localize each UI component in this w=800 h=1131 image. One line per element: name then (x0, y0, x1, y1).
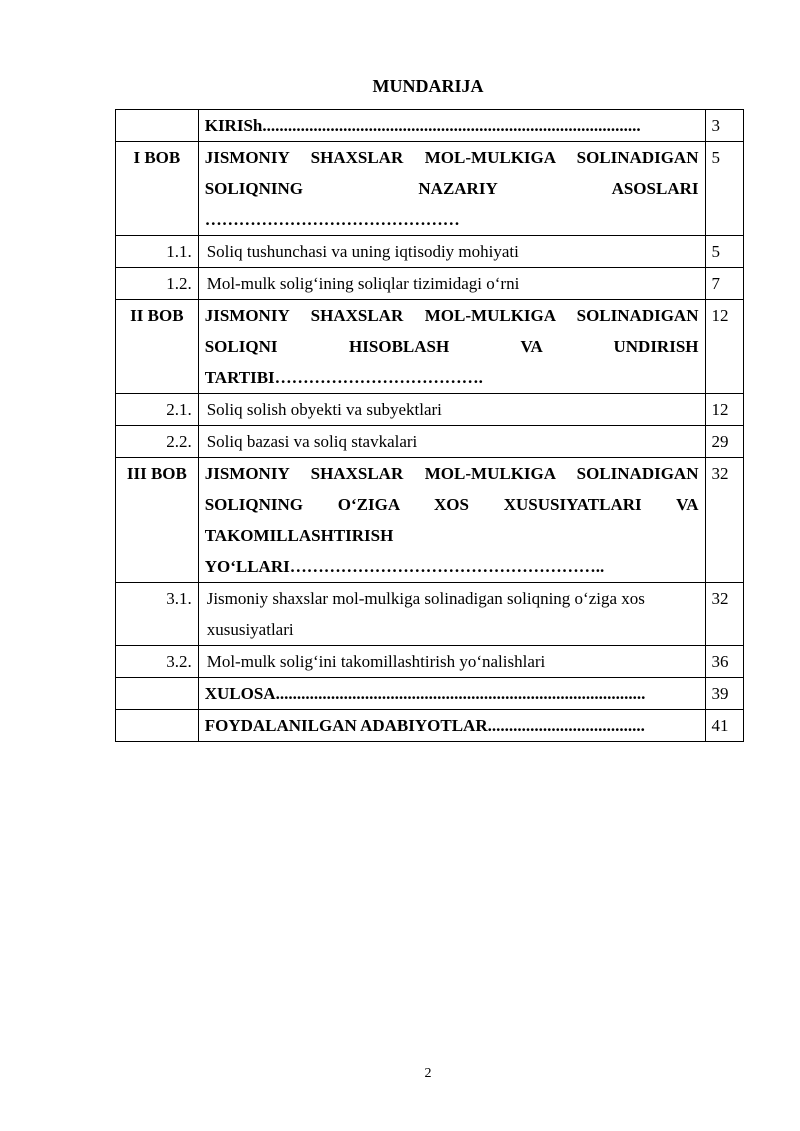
toc-number: III BOB (116, 458, 199, 583)
toc-page-number: 7 (705, 268, 744, 300)
toc-number: 2.2. (116, 426, 199, 458)
toc-row (116, 300, 744, 394)
toc-page-number: 36 (705, 646, 744, 678)
toc-number (116, 710, 199, 742)
toc-entry-text (198, 110, 705, 142)
toc-entry-text: Jismoniy shaxslar mol-mulkiga solinadigan soliqning o‘ziga xos xususiyatlari (198, 583, 705, 646)
toc-entry-text: Soliq tushunchasi va uning iqtisodiy mohiyati (198, 236, 705, 268)
toc-row (116, 583, 744, 646)
toc-row (116, 678, 744, 710)
toc-entry-label: XULOSA....................................................................................... (204, 684, 646, 703)
toc-entry-text: JISMONIY SHAXSLAR MOL-MULKIGA SOLINADIGAN SOLIQNI HISOBLASH VA UNDIRISH TARTIBI………………………………. (198, 300, 705, 394)
toc-number (116, 110, 199, 142)
toc-entry-text: Mol-mulk solig‘ining soliqlar tizimidagi o‘rni (198, 268, 705, 300)
toc-entry-text: Soliq solish obyekti va subyektlari (198, 394, 705, 426)
toc-page-number: 32 (705, 458, 744, 583)
toc-row (116, 710, 744, 742)
toc-number: 3.2. (116, 646, 199, 678)
toc-row (116, 142, 744, 236)
toc-row (116, 394, 744, 426)
table-of-contents (115, 109, 744, 742)
toc-page-number: 3 (705, 110, 744, 142)
toc-row (116, 268, 744, 300)
toc-entry-label: KIRISh......................................................................................... (204, 116, 641, 135)
toc-number: 1.2. (116, 268, 199, 300)
toc-row (116, 426, 744, 458)
toc-page-number: 12 (705, 394, 744, 426)
toc-entry-text: JISMONIY SHAXSLAR MOL-MULKIGA SOLINADIGAN SOLIQNING O‘ZIGA XOS XUSUSIYATLARI VA TAKOMILLASHTIRISH YO‘LLARI……………………………………………….. (198, 458, 705, 583)
toc-entry-text: Soliq bazasi va soliq stavkalari (198, 426, 705, 458)
toc-number: 3.1. (116, 583, 199, 646)
toc-number (116, 678, 199, 710)
toc-row (116, 110, 744, 142)
toc-row (116, 458, 744, 583)
toc-number: 2.1. (116, 394, 199, 426)
toc-number: 1.1. (116, 236, 199, 268)
toc-page-number: 5 (705, 236, 744, 268)
toc-number: II BOB (116, 300, 199, 394)
toc-entry-text (198, 710, 705, 742)
page-number: 2 (424, 1066, 432, 1081)
toc-entry-text: JISMONIY SHAXSLAR MOL-MULKIGA SOLINADIGAN SOLIQNING NAZARIY ASOSLARI ……………………………………… (198, 142, 705, 236)
toc-page-number: 12 (705, 300, 744, 394)
page-title: MUNDARIJA (372, 76, 484, 96)
toc-row (116, 236, 744, 268)
toc-entry-text (198, 678, 705, 710)
toc-page-number: 5 (705, 142, 744, 236)
toc-page-number: 41 (705, 710, 744, 742)
toc-page-number: 39 (705, 678, 744, 710)
toc-entry-label: FOYDALANILGAN ADABIYOTLAR..................................... (204, 716, 645, 735)
toc-number: I BOB (116, 142, 199, 236)
toc-page-number: 29 (705, 426, 744, 458)
toc-entry-text: Mol-mulk solig‘ini takomillashtirish yo‘nalishlari (198, 646, 705, 678)
toc-row (116, 646, 744, 678)
toc-page-number: 32 (705, 583, 744, 646)
